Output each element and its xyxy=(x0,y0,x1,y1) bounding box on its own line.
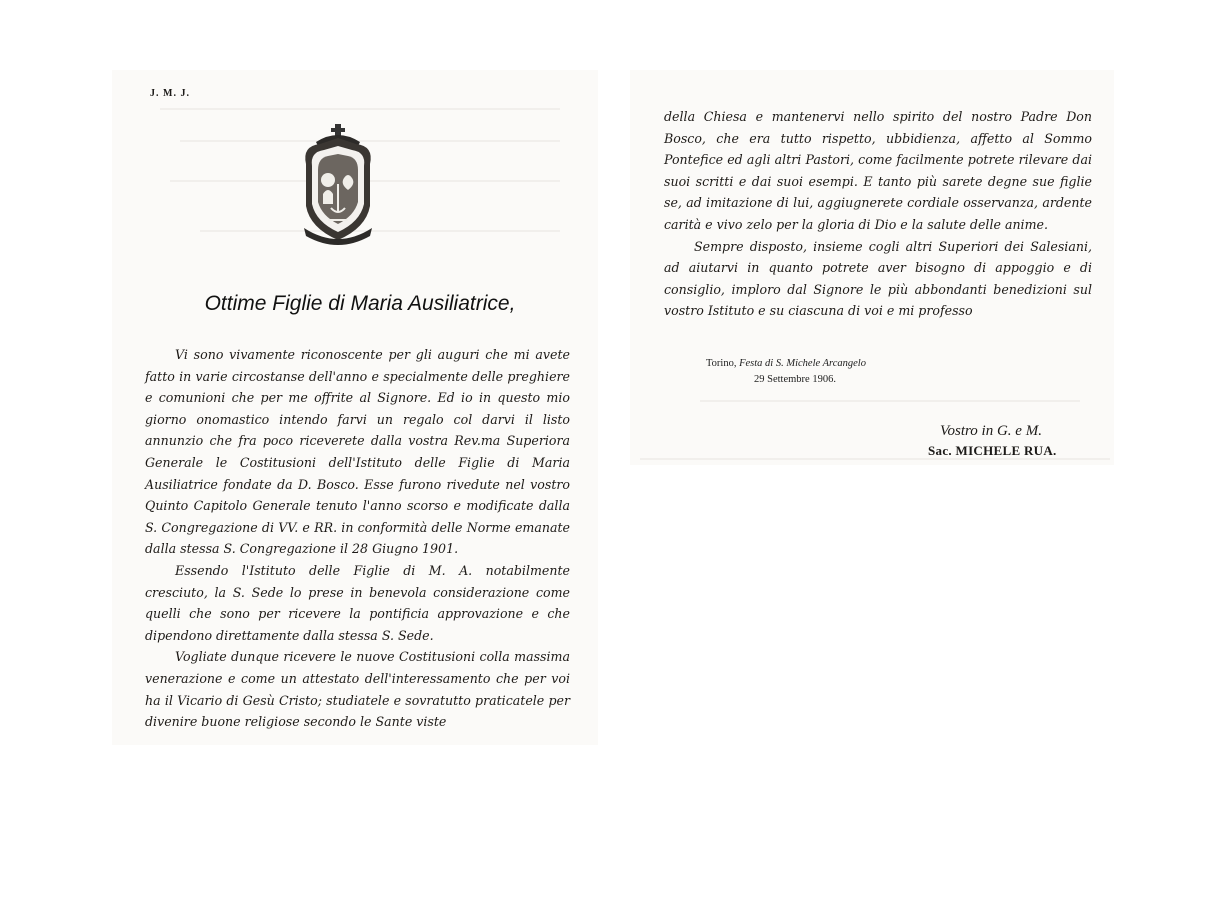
dateline xyxy=(706,356,866,388)
letter-paragraph: Vogliate dunque ricevere le nuove Costitusioni colla massima venerazione e come un attestato dell'interessamento che per voi ha il Vicario di Gesù Cristo; studiatele e sovratutto praticatele per divenire buone religiose secondo le Sante viste xyxy=(145,649,570,730)
dateline-date: 29 Settembre 1906. xyxy=(754,374,836,385)
letter-paragraph: Essendo l'Istituto delle Figlie di M. A. notabilmente cresciuto, la S. Sede lo prese in benevola considerazione come quelli che sono per ricevere la pontificia approvazione e che dipendono direttamente dalla stessa S. Sede. xyxy=(145,562,570,643)
left-letter-body xyxy=(145,344,570,733)
signature: Sac. MICHELE RUA. xyxy=(928,443,1057,458)
letter-paragraph: Vi sono vivamente riconoscente per gli auguri che mi avete fatto in varie circostanse dell'anno e specialmente delle preghiere e comunioni che per me offrite al Signore. Ed io in questo mio giorno onomastico intendo farvi un regalo col darvi il listo annunzio che fra poco riceverete dalla vostra Rev.ma Superiora Generale le Costitusioni dell'Istituto delle Figlie di Maria Ausiliatrice fondate da D. Bosco. Esse furono rivedute nel vostro Quinto Capitolo Generale tenuto l'anno scorso e modificate dalla S. Congregazione di VV. e RR. in conformità delle Norme emanate dalla stessa S. Congregazione il 28 Giugno 1901. xyxy=(145,347,570,557)
bleed-line xyxy=(700,400,1080,402)
monogram-header: J. M. J. xyxy=(150,88,190,99)
bleed-line xyxy=(200,230,560,232)
dateline-feast: Festa di S. Michele Arcangelo xyxy=(739,358,866,369)
dateline-place: Torino, xyxy=(706,358,737,369)
letter-paragraph: Sempre disposto, insieme cogli altri Superiori dei Salesiani, ad aiutarvi in quanto potrete aver bisogno di appoggio e di consiglio, imploro dal Signore le più abbondanti benedizioni sul vostro Istituto e su ciascuna di voi e mi professo xyxy=(664,238,1092,319)
right-letter-body xyxy=(664,106,1092,322)
salesian-coat-of-arms-icon xyxy=(298,124,378,250)
bleed-line xyxy=(160,108,560,110)
closing-formula: Vostro in G. e M. xyxy=(940,423,1042,439)
salutation-heading: Ottime Figlie di Maria Ausiliatrice, xyxy=(204,292,516,315)
letter-paragraph: della Chiesa e mantenervi nello spirito del nostro Padre Don Bosco, che era tutto rispetto, ubbidienza, affetto al Sommo Pontefice ed agli altri Pastori, come facilmente potrete rilevare dai suoi scritti e dai suoi esempi. E tanto più sarete degne sue figlie se, ad imitazione di lui, aggiugnerete cordiale osservanza, ardente carità e vivo zelo per la gloria di Dio e la salute delle anime. xyxy=(664,109,1092,232)
